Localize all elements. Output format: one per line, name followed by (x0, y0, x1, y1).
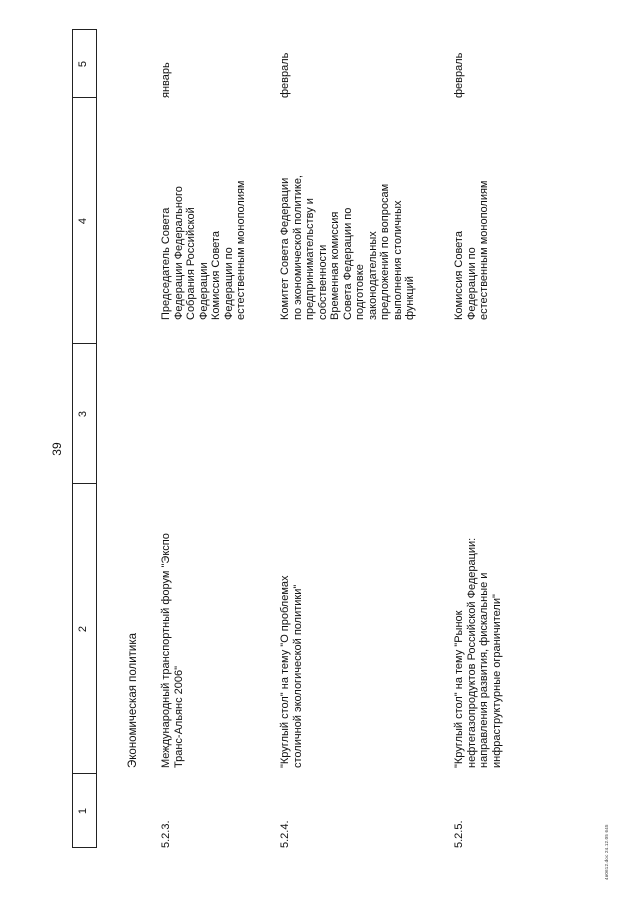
row-responsible: Председатель Совета Федерации Федерального Собрания Российской Федерации Комиссия Совета Федерации по естественным монополиям (160, 180, 247, 320)
page-number: 39 (50, 442, 64, 456)
header-top-border (72, 30, 73, 848)
column-header-2: 2 (77, 625, 89, 633)
row-date: январь (160, 62, 172, 98)
row-event: "Круглый стол" на тему "Рынок нефтегазопродуктов Российской Федерации: направления развития, фискальные и инфраструктурные ограничители" (453, 537, 503, 768)
row-number: 5.2.5. (453, 820, 465, 848)
row-responsible: Комиссия Совета Федерации по естественным монополиям (453, 180, 490, 320)
section-title: Экономическая политика (127, 632, 139, 768)
column-header-5: 5 (77, 60, 89, 68)
footer-print-code: 4n0612.doc 24.12.05 645 (604, 824, 609, 880)
column-header-1: 1 (77, 807, 89, 815)
row-responsible: Комитет Совета Федерации по экономической политике, предпринимательству и собственности Временная комиссия Совета Федерации по подготовке законодательных предложений по вопросам выполнения столичных функций (279, 175, 416, 320)
column-header-4: 4 (77, 217, 89, 225)
row-number: 5.2.4. (279, 820, 291, 848)
row-date: февраль (453, 52, 465, 98)
row-number: 5.2.3. (160, 820, 172, 848)
header-bottom-border (96, 30, 97, 848)
row-date: февраль (279, 52, 291, 98)
column-header-3: 3 (77, 410, 89, 418)
row-event: "Круглый стол" на тему "О проблемах столичной экологической политики" (279, 575, 304, 768)
row-event: Международный транспортный форум "Экспо Транс-Альянс 2006" (160, 533, 185, 768)
